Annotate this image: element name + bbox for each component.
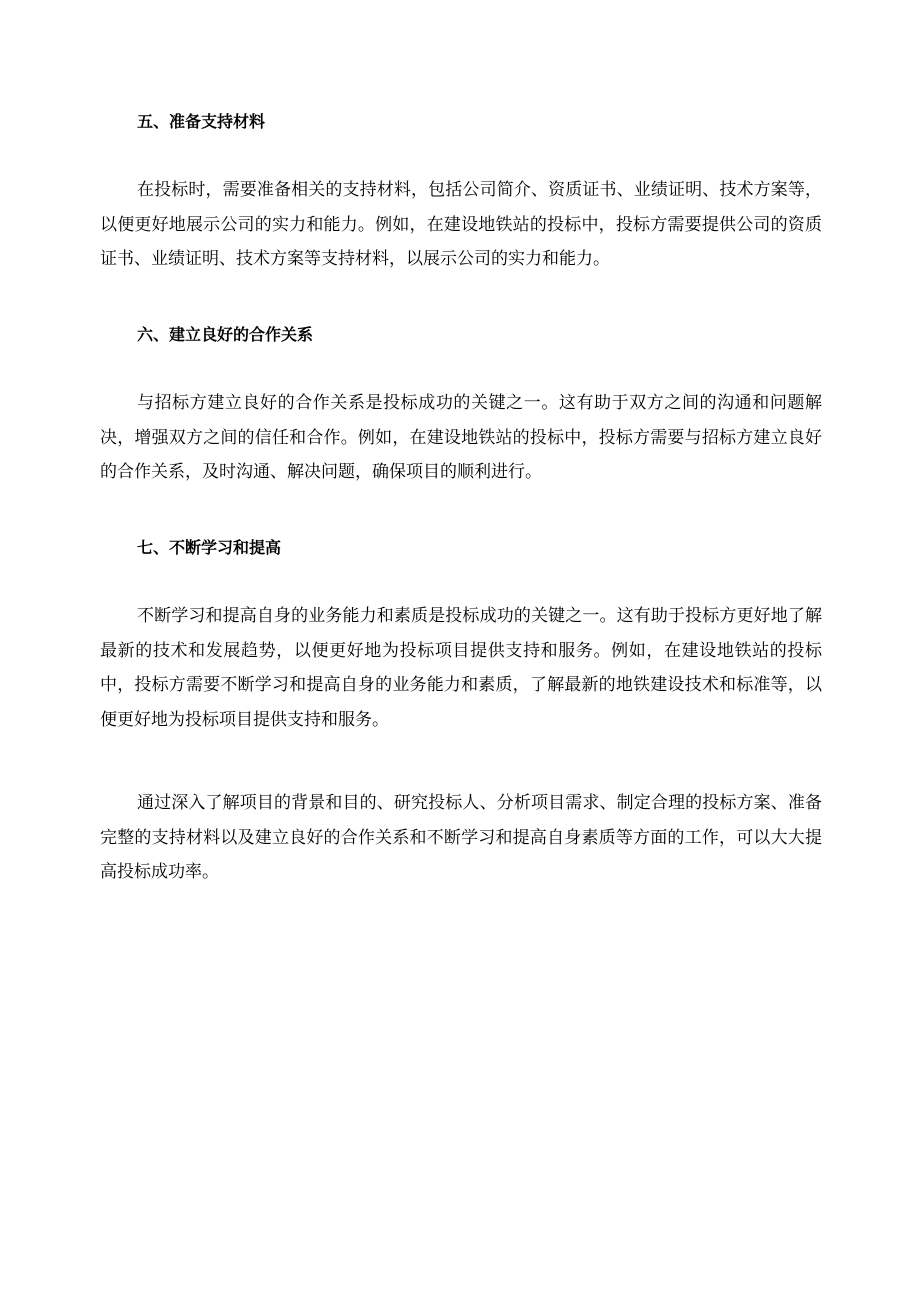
section-5-heading: 五、准备支持材料 [137, 112, 266, 131]
section-6-heading: 六、建立良好的合作关系 [137, 325, 314, 344]
conclusion-paragraph: 通过深入了解项目的背景和目的、研究投标人、分析项目需求、制定合理的投标方案、准备完整的支持材料以及建立良好的合作关系和不断学习和提高自身素质等方面的工作，可以大大提高投标成功率。 [100, 793, 822, 882]
section-7-paragraph: 不断学习和提高自身的业务能力和素质是投标成功的关键之一。这有助于投标方更好地了解最新的技术和发展趋势，以便更好地为投标项目提供支持和服务。例如，在建设地铁站的投标中，投标方需要不断学习和提高自身的业务能力和素质，了解最新的地铁建设技术和标准等，以便更好地为投标项目提供支持和服务。 [100, 606, 822, 730]
section-5-paragraph: 在投标时，需要准备相关的支持材料，包括公司简介、资质证书、业绩证明、技术方案等，以便更好地展示公司的实力和能力。例如，在建设地铁站的投标中，投标方需要提供公司的资质证书、业绩证明、技术方案等支持材料，以展示公司的实力和能力。 [100, 180, 822, 269]
section-7-heading: 七、不断学习和提高 [137, 538, 282, 557]
section-6-paragraph: 与招标方建立良好的合作关系是投标成功的关键之一。这有助于双方之间的沟通和问题解决，增强双方之间的信任和合作。例如，在建设地铁站的投标中，投标方需要与招标方建立良好的合作关系，及时沟通、解决问题，确保项目的顺利进行。 [100, 393, 822, 482]
